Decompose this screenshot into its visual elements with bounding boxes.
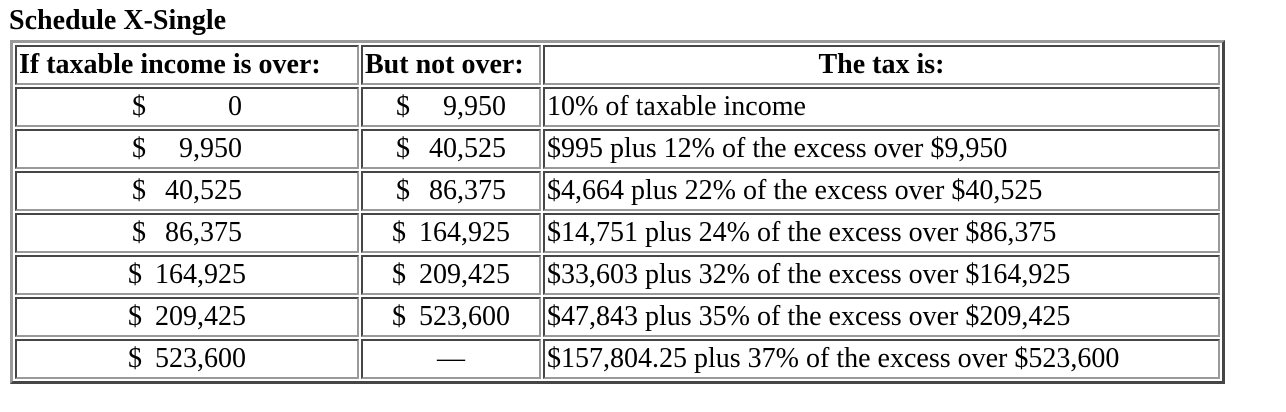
cell-over: [15, 129, 359, 169]
cell-over: [15, 87, 359, 127]
tax-schedule-table: [10, 40, 1225, 384]
page-title: Schedule X-Single: [9, 5, 227, 36]
header-not-over: But not over:: [361, 45, 541, 85]
cell-over: [15, 171, 359, 211]
amount: 523,600: [419, 301, 510, 332]
amount: 40,525: [429, 133, 506, 164]
cell-tax: $14,751 plus 24% of the excess over $86,375: [543, 213, 1220, 253]
amount: 86,375: [429, 175, 506, 206]
currency-symbol: $: [396, 133, 410, 164]
cell-over: [15, 339, 359, 379]
currency-symbol: $: [132, 217, 146, 248]
currency-symbol: $: [132, 175, 146, 206]
currency-symbol: $: [392, 259, 406, 290]
cell-tax: $4,664 plus 22% of the excess over $40,525: [543, 171, 1220, 211]
currency-symbol: $: [128, 343, 142, 374]
amount: 9,950: [179, 133, 242, 164]
table-row: [15, 339, 1220, 379]
cell-tax: $157,804.25 plus 37% of the excess over $523,600: [543, 339, 1220, 379]
cell-over: [15, 255, 359, 295]
table-row: [15, 255, 1220, 295]
amount: 209,425: [419, 259, 510, 290]
amount: 164,925: [155, 259, 246, 290]
currency-symbol: $: [396, 91, 410, 122]
currency-symbol: $: [392, 301, 406, 332]
amount: —: [437, 343, 465, 374]
amount: 40,525: [165, 175, 242, 206]
amount: 209,425: [155, 301, 246, 332]
cell-tax: $47,843 plus 35% of the excess over $209,425: [543, 297, 1220, 337]
cell-not-over: [361, 129, 541, 169]
currency-symbol: $: [132, 91, 146, 122]
cell-tax: $33,603 plus 32% of the excess over $164,925: [543, 255, 1220, 295]
amount: 523,600: [155, 343, 246, 374]
amount: 164,925: [419, 217, 510, 248]
currency-symbol: $: [128, 259, 142, 290]
cell-not-over: [361, 255, 541, 295]
cell-not-over: [361, 171, 541, 211]
cell-not-over: [361, 339, 541, 379]
cell-not-over: [361, 87, 541, 127]
table-row: [15, 129, 1220, 169]
amount: 9,950: [443, 91, 506, 122]
currency-symbol: $: [392, 217, 406, 248]
currency-symbol: $: [132, 133, 146, 164]
header-tax: The tax is:: [543, 45, 1220, 85]
table-row: [15, 87, 1220, 127]
cell-over: [15, 213, 359, 253]
cell-over: [15, 297, 359, 337]
table-row: [15, 171, 1220, 211]
cell-not-over: [361, 213, 541, 253]
currency-symbol: $: [128, 301, 142, 332]
amount: 86,375: [165, 217, 242, 248]
cell-not-over: [361, 297, 541, 337]
table-row: [15, 213, 1220, 253]
amount: 0: [228, 91, 242, 122]
table-header-row: [15, 45, 1220, 85]
cell-tax: 10% of taxable income: [543, 87, 1220, 127]
currency-symbol: $: [396, 175, 410, 206]
table-row: [15, 297, 1220, 337]
header-taxable-over: If taxable income is over:: [15, 45, 359, 85]
cell-tax: $995 plus 12% of the excess over $9,950: [543, 129, 1220, 169]
